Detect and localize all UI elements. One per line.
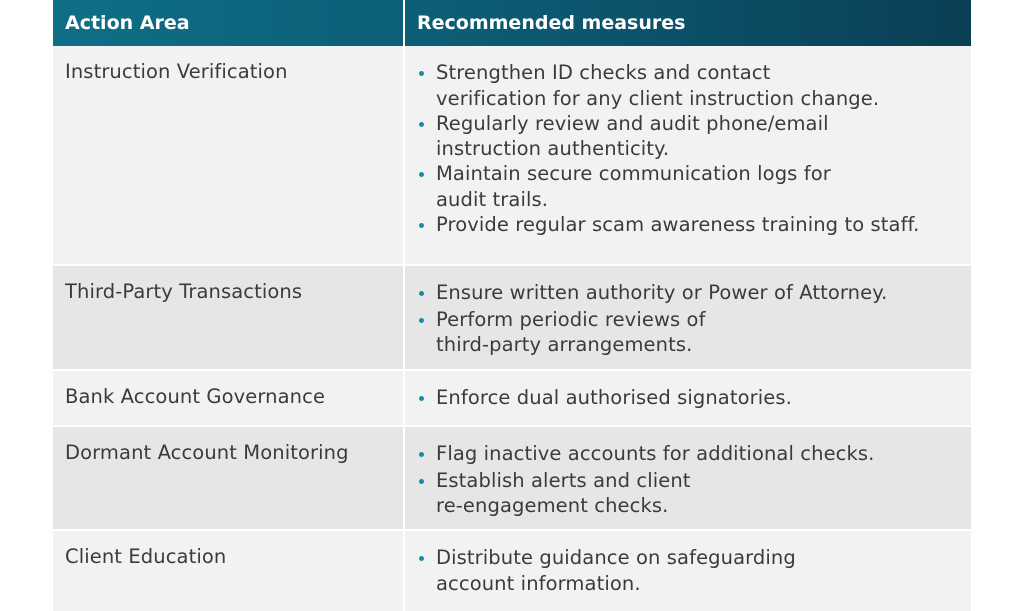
bullet-icon: [419, 122, 424, 127]
list-item: Regularly review and audit phone/email instruction authenticity.: [418, 111, 961, 162]
bullet-icon: [419, 556, 424, 561]
measures-cell: [405, 266, 971, 369]
measures-table: [53, 0, 971, 611]
list-item: Perform periodic reviews of third-party arrangements.: [418, 307, 961, 358]
bullet-icon: [419, 452, 424, 457]
table-row: [53, 266, 971, 369]
list-item: Flag inactive accounts for additional checks.: [418, 441, 961, 468]
list-item: Enforce dual authorised signatories.: [418, 385, 961, 412]
measures-cell: [405, 371, 971, 425]
header-action-area: Action Area: [53, 0, 405, 46]
list-item: Provide regular scam awareness training to staff.: [418, 212, 961, 239]
bullet-icon: [419, 223, 424, 228]
list-item: Strengthen ID checks and contact verification for any client instruction change.: [418, 60, 961, 111]
table-header: [53, 0, 971, 46]
list-item: Maintain secure communication logs for audit trails.: [418, 161, 961, 212]
bullet-icon: [419, 71, 424, 76]
table-row: [53, 531, 971, 611]
bullet-icon: [419, 479, 424, 484]
list-item: Distribute guidance on safeguarding account information.: [418, 545, 961, 596]
table-row: [53, 427, 971, 529]
action-area-cell: Bank Account Governance: [53, 371, 405, 425]
bullet-icon: [419, 318, 424, 323]
bullet-icon: [419, 291, 424, 296]
action-area-cell: Instruction Verification: [53, 46, 405, 264]
measures-cell: [405, 46, 971, 264]
measures-cell: [405, 531, 971, 611]
measures-cell: [405, 427, 971, 529]
action-area-cell: Client Education: [53, 531, 405, 611]
header-recommended-measures: Recommended measures: [417, 12, 686, 34]
bullet-icon: [419, 172, 424, 177]
list-item: Ensure written authority or Power of Attorney.: [418, 280, 961, 307]
bullet-icon: [419, 396, 424, 401]
action-area-cell: Third-Party Transactions: [53, 266, 405, 369]
action-area-cell: Dormant Account Monitoring: [53, 427, 405, 529]
list-item: Establish alerts and client re-engagement checks.: [418, 468, 961, 519]
table-row: [53, 371, 971, 425]
table-row: [53, 46, 971, 264]
